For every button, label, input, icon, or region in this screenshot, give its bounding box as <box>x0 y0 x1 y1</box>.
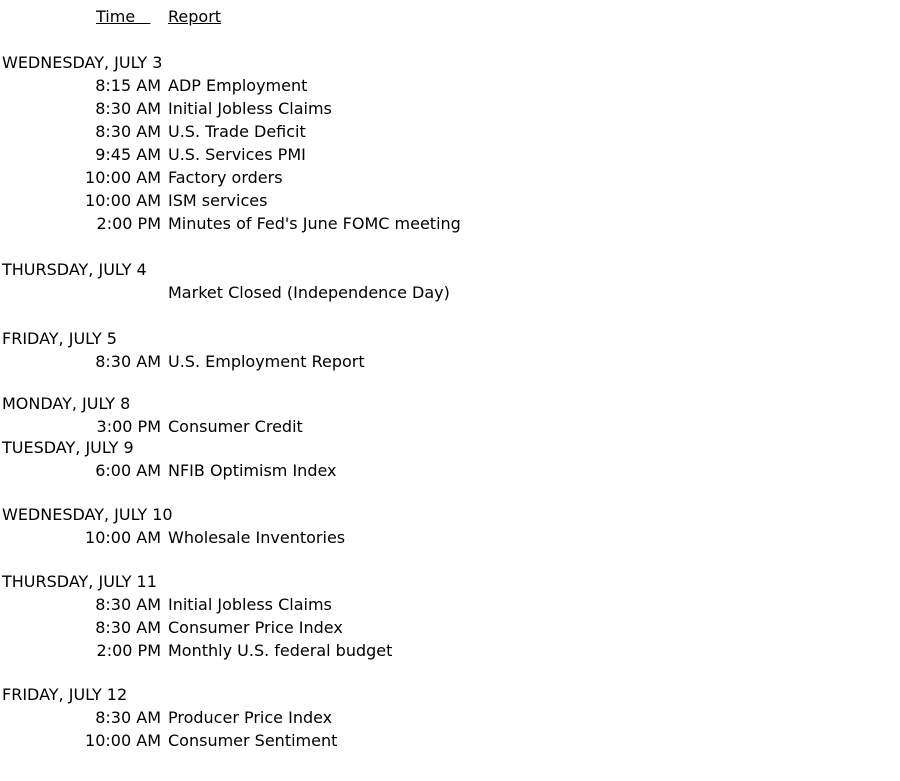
event-row <box>0 212 900 235</box>
event-time: 8:30 AM <box>95 595 161 614</box>
event-report: Wholesale Inventories <box>168 528 346 547</box>
day-heading: WEDNESDAY, JULY 10 <box>2 505 173 524</box>
time-column-header: Time <box>96 7 151 26</box>
event-report: Consumer Credit <box>168 417 303 436</box>
event-time: 9:45 AM <box>95 145 161 164</box>
event-report: U.S. Services PMI <box>168 145 306 164</box>
event-report: Initial Jobless Claims <box>168 595 332 614</box>
event-report: Factory orders <box>168 168 283 187</box>
event-time: 3:00 PM <box>96 417 161 436</box>
event-time: 8:30 AM <box>95 352 161 371</box>
report-column-header: Report <box>168 7 222 26</box>
event-report: U.S. Trade Deficit <box>168 122 306 141</box>
event-time: 2:00 PM <box>96 641 161 660</box>
event-time: 2:00 PM <box>96 214 161 233</box>
event-row <box>0 97 900 120</box>
day-heading: FRIDAY, JULY 12 <box>2 685 128 704</box>
event-time: 10:00 AM <box>85 528 161 547</box>
event-report: NFIB Optimism Index <box>168 461 337 480</box>
day-heading: WEDNESDAY, JULY 3 <box>2 53 163 72</box>
event-time: 8:15 AM <box>95 76 161 95</box>
day-heading: MONDAY, JULY 8 <box>2 394 131 413</box>
event-time: 10:00 AM <box>85 191 161 210</box>
event-report: Monthly U.S. federal budget <box>168 641 393 660</box>
event-report: Initial Jobless Claims <box>168 99 332 118</box>
event-row <box>0 415 900 438</box>
day-heading: TUESDAY, JULY 9 <box>2 438 134 457</box>
event-row <box>0 189 900 212</box>
event-row <box>0 166 900 189</box>
event-row <box>0 729 900 752</box>
event-report: Market Closed (Independence Day) <box>168 283 450 302</box>
event-row <box>0 616 900 639</box>
event-report: Consumer Price Index <box>168 618 343 637</box>
event-report: Producer Price Index <box>168 708 333 727</box>
event-row <box>0 593 900 616</box>
day-heading: THURSDAY, JULY 11 <box>2 572 157 591</box>
event-time: 10:00 AM <box>85 731 161 750</box>
event-row <box>0 143 900 166</box>
event-report: ISM services <box>168 191 268 210</box>
event-time: 8:30 AM <box>95 99 161 118</box>
day-heading: THURSDAY, JULY 4 <box>2 260 147 279</box>
event-row <box>0 281 900 304</box>
event-report: ADP Employment <box>168 76 308 95</box>
event-time: 6:00 AM <box>95 461 161 480</box>
event-row <box>0 350 900 373</box>
event-time: 8:30 AM <box>95 708 161 727</box>
column-header-row <box>0 6 900 28</box>
event-report: U.S. Employment Report <box>168 352 365 371</box>
event-row <box>0 459 900 482</box>
event-report: Minutes of Fed's June FOMC meeting <box>168 214 461 233</box>
event-time: 10:00 AM <box>85 168 161 187</box>
event-row <box>0 706 900 729</box>
day-heading: FRIDAY, JULY 5 <box>2 329 117 348</box>
event-time: 8:30 AM <box>95 122 161 141</box>
event-report: Consumer Sentiment <box>168 731 338 750</box>
event-row <box>0 639 900 662</box>
event-row <box>0 526 900 549</box>
event-row <box>0 120 900 143</box>
event-row <box>0 74 900 97</box>
event-time: 8:30 AM <box>95 618 161 637</box>
